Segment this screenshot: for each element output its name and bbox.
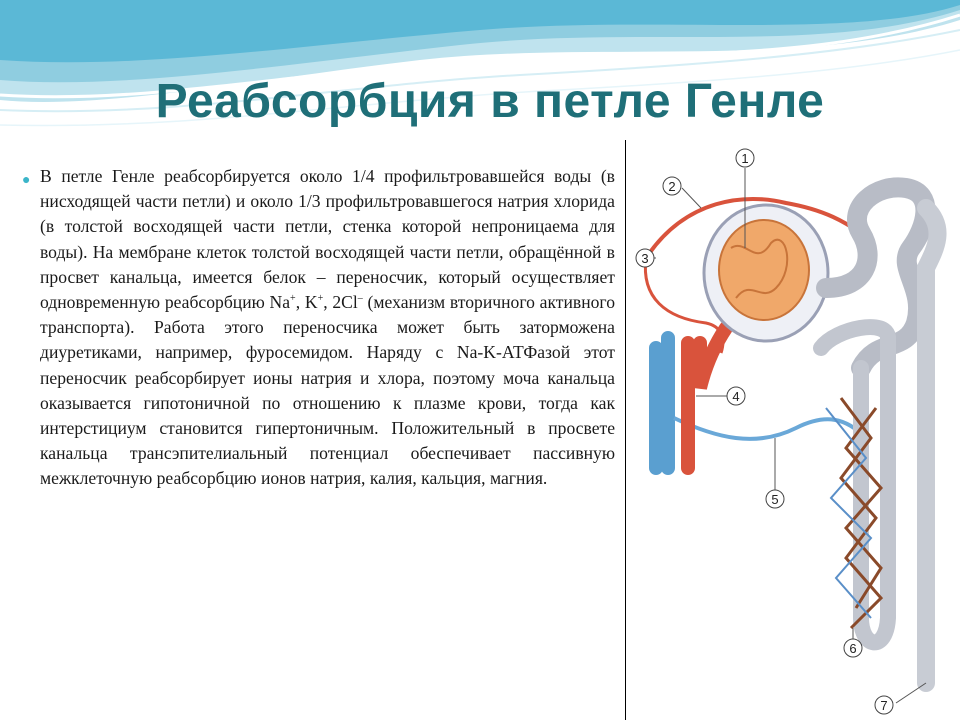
text-part-2: , K: [295, 292, 318, 313]
body-paragraph: [12, 164, 615, 492]
superscript-plus: +: [290, 293, 296, 305]
label-6: 6: [849, 641, 857, 656]
text-part-4: (механизм вторичного активного транспорта). Работа этого переносчика может быть заторможена диуретиками, например, фуросемидом. Наряду с Na-K-АТФазой этот переносчик реабсорбирует ионы натрия и хлора, поэтому моча канальца оказывается гипотоничной по отношению к плазме крови, тогда как интерстициум становится гипертоничным. Положительный в просвете канальца трансэпителиальный потенциал обеспечивает пассивную межклеточную реабсорбцию ионов натрия, калия, кальция, магния.: [40, 292, 615, 489]
superscript-plus: +: [317, 293, 324, 305]
label-2: 2: [668, 179, 676, 194]
collecting-duct: [926, 208, 938, 683]
label-4: 4: [732, 389, 740, 404]
label-7: 7: [880, 698, 888, 713]
vein-vessel: [656, 338, 668, 468]
text-part-1: В петле Генле реабсорбируется около 1/4 профильтровавшейся воды (в нисходящей части петли) и около 1/3 профильтровавшегося натрия хлорида (в толстой восходящей части петли, стенка которой непроницаема для воды). На мембране клеток толстой восходящей части петли, обращённой в просвет канальца, имеется белок – переносчик, который осуществляет одновременную реабсорбцию Na: [40, 166, 615, 313]
descending-limb: [861, 338, 888, 642]
glomerulus: [719, 220, 809, 320]
superscript-minus: –: [357, 293, 363, 305]
label-3: 3: [641, 251, 649, 266]
label-1: 1: [741, 151, 749, 166]
page-title: Реабсорбция в петле Генле: [155, 75, 825, 128]
nephron-diagram: [626, 138, 960, 720]
round-bullet-icon: ●: [22, 173, 31, 188]
text-part-3: , 2Cl: [323, 292, 358, 313]
artery-vessel: [688, 328, 726, 468]
label-5: 5: [771, 492, 779, 507]
